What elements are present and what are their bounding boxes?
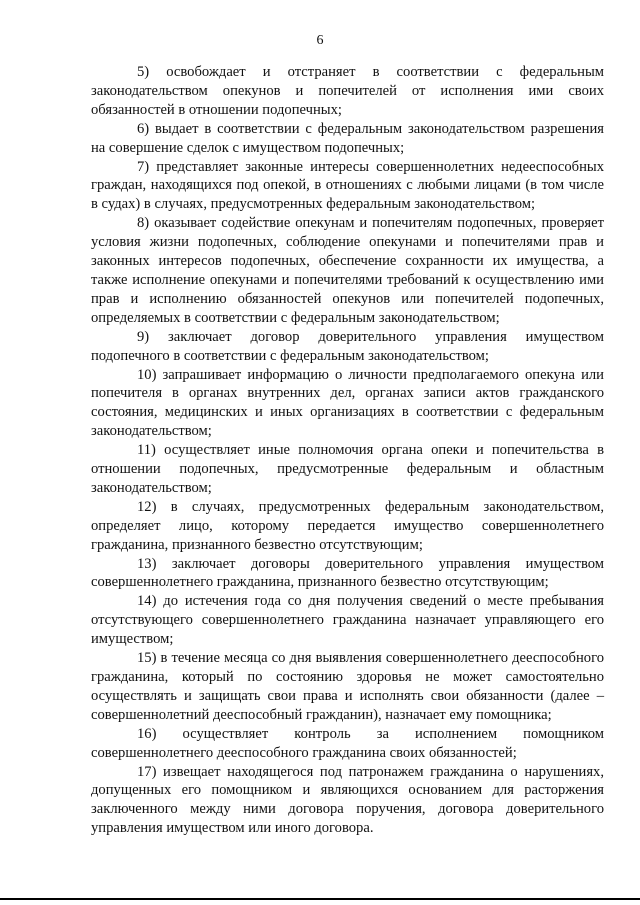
list-item-17: 17) извещает находящегося под патронажем гражданина о нарушениях, допущенных его помощником и являющихся основанием для расторжения заключенного между ними договора поручения, договора доверительного управления имуществом или иного договора. [91, 763, 604, 837]
list-item-15: 15) в течение месяца со дня выявления совершеннолетнего дееспособного гражданина, который по состоянию здоровья не может самостоятельно осуществлять и защищать свои права и исполнять свои обязанности (далее – совершеннолетний дееспособный гражданин), назначает ему помощника; [91, 650, 604, 723]
list-item-10: 10) запрашивает информацию о личности предполагаемого опекуна или попечителя в органах внутренних дел, органах записи актов гражданского состояния, медицинских и иных организациях в соответствии с федеральным законодательством; [91, 366, 604, 440]
list-item-13: 13) заключает договоры доверительного управления имуществом совершеннолетнего гражданина, признанного безвестно отсутствующим; [91, 555, 604, 591]
list-item-12: 12) в случаях, предусмотренных федеральным законодательством, определяет лицо, которому передается имущество совершеннолетнего гражданина, признанного безвестно отсутствующим; [91, 498, 604, 553]
list-item-8: 8) оказывает содействие опекунам и попечителям подопечных, проверяет условия жизни подопечных, соблюдение опекунами и попечителями прав и законных интересов подопечных, обеспечение сохранности их имущества, а также исполнение опекунами и попечителями требований к осуществлению ими прав и исполнению обязанностей опекунов или попечителей подопечных, определяемых в соответствии с федеральным законодательством; [91, 215, 604, 326]
scan-bottom-border [0, 898, 640, 900]
list-item-7: 7) представляет законные интересы совершеннолетних недееспособных граждан, находящихся под опекой, в отношениях с любыми лицами (в том числе в судах) в случаях, предусмотренных федеральным законодательством; [91, 158, 604, 213]
document-body [91, 63, 604, 838]
page-number: 6 [316, 33, 324, 48]
list-item-11: 11) осуществляет иные полномочия органа опеки и попечительства в отношении подопечных, предусмотренные федеральным и областным законодательством; [91, 442, 604, 496]
list-item-9: 9) заключает договор доверительного управления имуществом подопечного в соответствии с федеральным законодательством; [91, 328, 604, 364]
list-item-5: 5) освобождает и отстраняет в соответствии с федеральным законодательством опекунов и попечителей от исполнения ими своих обязанностей в отношении подопечных; [91, 64, 604, 118]
list-item-6: 6) выдает в соответствии с федеральным законодательством разрешения на совершение сделок с имуществом подопечных; [91, 120, 604, 156]
list-item-16: 16) осуществляет контроль за исполнением помощником совершеннолетнего дееспособного гражданина своих обязанностей; [91, 725, 604, 761]
list-item-14: 14) до истечения года со дня получения сведений о месте пребывания отсутствующего совершеннолетнего гражданина назначает управляющего его имуществом; [91, 593, 604, 648]
